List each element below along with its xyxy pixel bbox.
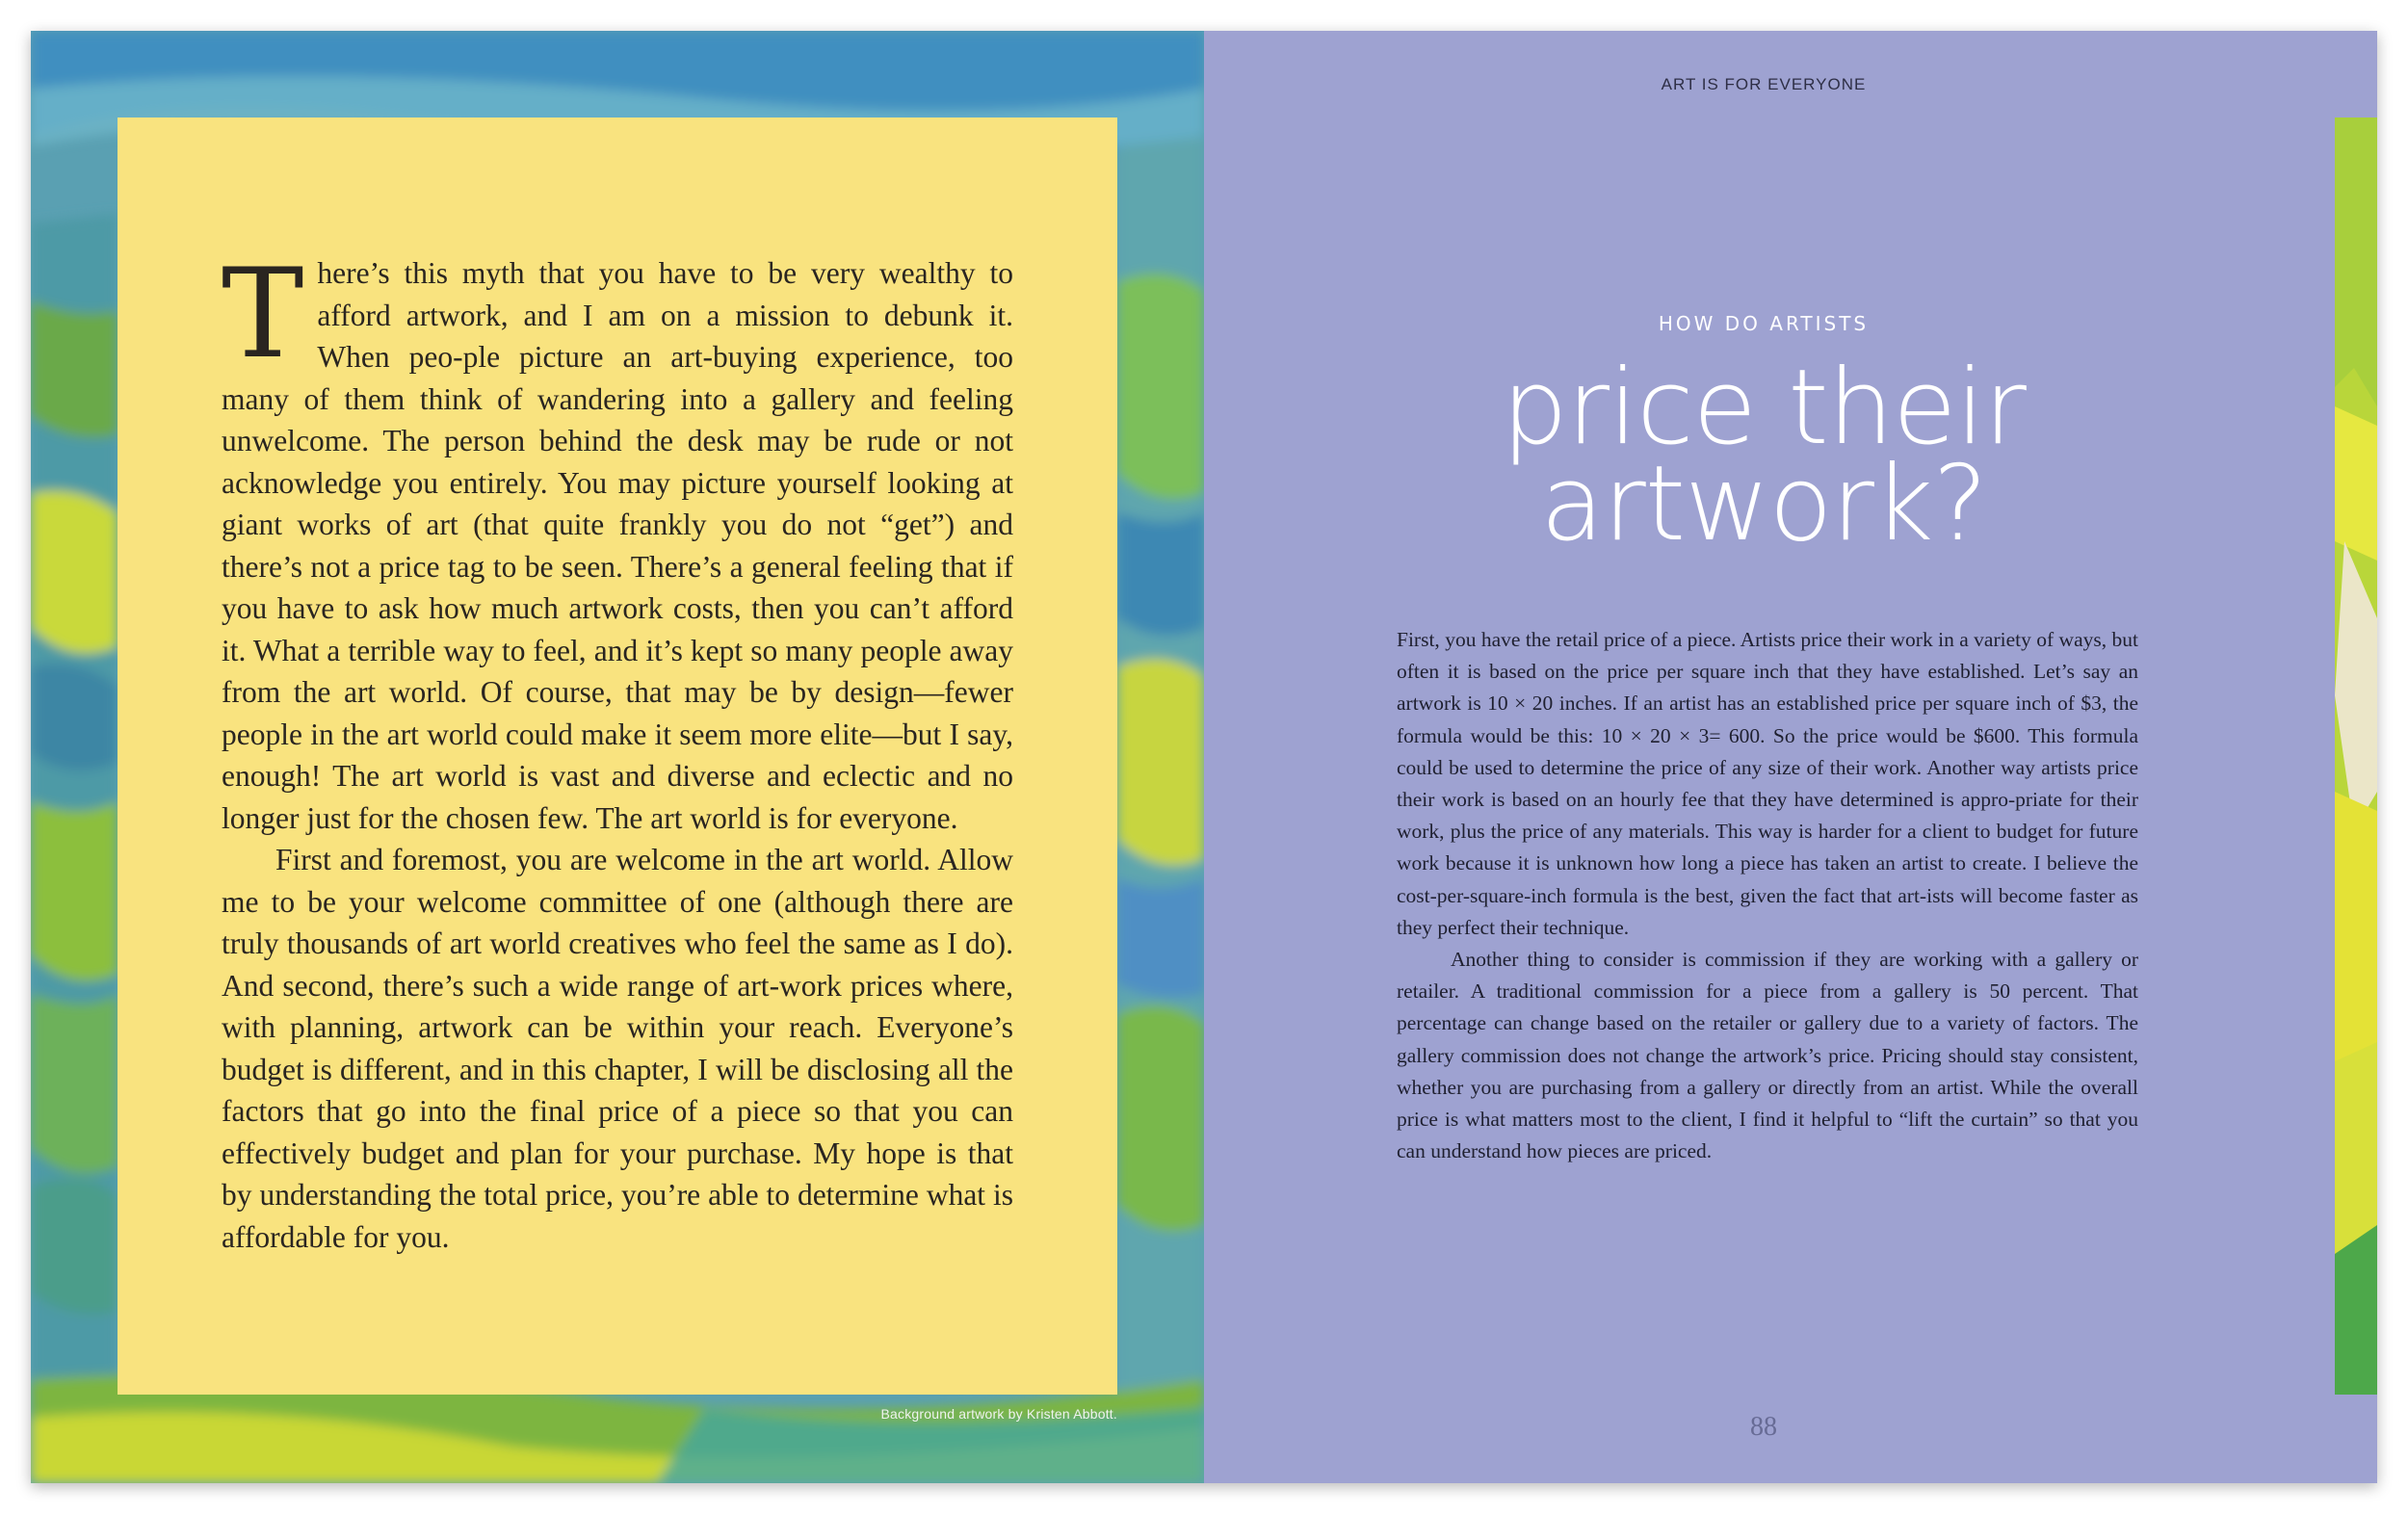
yellow-text-panel <box>118 117 1117 1395</box>
pricing-paragraph-2: Another thing to consider is commission if they are working with a gallery or retailer. A traditional commission for a piece from a gallery is 50 percent. That percentage can change based on the retailer or gallery due to a variety of factors. The gallery commission does not change the artwork’s price. Pricing should stay consistent, whether you are purchasing from a gallery or directly from an artist. While the overall price is what matters most to the client, I find it helpful to “lift the curtain” so that you can understand how pieces are priced. <box>1397 948 2138 1163</box>
intro-text <box>222 243 1013 1258</box>
pricing-paragraph-1: First, you have the retail price of a piece. Artists price their work in a variety of ways, but often it is based on the price per square inch that they have established. Let’s say an artwork is 10 × 20 inches. If an artist has an established price per square inch of $3, the formula would be this: 10 × 20 × 3= 600. So the price would be $600. This formula could be used to determine the price of any size of their work. Another way artists price their work is based on an hourly fee that they have determined is appro-priate for their work, plus the price of any materials. This way is harder for a client to budget for future work because it is unknown how long a piece has taken an artist to create. I believe the cost-per-square-inch formula is the best, given the fact that art-ists will become faster as they perfect their technique. <box>1397 628 2138 939</box>
section-headline <box>1204 348 2323 564</box>
left-page <box>31 31 1204 1483</box>
right-page <box>1204 31 2377 1483</box>
intro-paragraph-1: here’s this myth that you have to be very wealthy to afford artwork, and I am on a mission to debunk it. When peo-ple picture an art-buying experience, too many of them think of wandering into a gallery and feeling unwelcome. The person behind the desk may be rude or not acknowledge you entirely. You may picture yourself looking at giant works of art (that quite frankly you do not “get”) and there’s not a price tag to be seen. There’s a general feeling that if you have to ask how much artwork costs, then you can’t afford it. What a terrible way to feel, and it’s kept so many people away from the art world. Of course, that may be by design—fewer people in the art world could make it seem more elite—but I say, enough! The art world is vast and diverse and eclectic and no longer just for the chosen few. The art world is for everyone. <box>222 256 1013 835</box>
intro-paragraph-2: First and foremost, you are welcome in the art world. Allow me to be your welcome committee of one (although there are truly thousands of art world creatives who feel the same as I do). And second, there’s such a wide range of art-work prices where, with planning, artwork can be within your reach. Everyone’s budget is different, and in this chapter, I will be disclosing all the factors that go into the final price of a piece so that you can effectively budget and plan for your purchase. My hope is that by understanding the total price, you’re able to determine what is affordable for you. <box>222 843 1013 1254</box>
book-spread <box>31 31 2377 1483</box>
artwork-edge-strip <box>2335 117 2377 1395</box>
headline-line-1: price their <box>1502 348 2026 468</box>
running-head: ART IS FOR EVERYONE <box>1661 75 1867 93</box>
artwork-credit: Background artwork by Kristen Abbott. <box>880 1406 1117 1422</box>
headline-line-2: artwork? <box>1540 444 1987 564</box>
page-number: 88 <box>1750 1412 1777 1442</box>
artwork-edge-art <box>2335 117 2377 1395</box>
drop-cap: T <box>222 243 304 386</box>
section-kicker: HOW DO ARTISTS <box>1658 312 1870 335</box>
pricing-text <box>1397 624 2138 1167</box>
